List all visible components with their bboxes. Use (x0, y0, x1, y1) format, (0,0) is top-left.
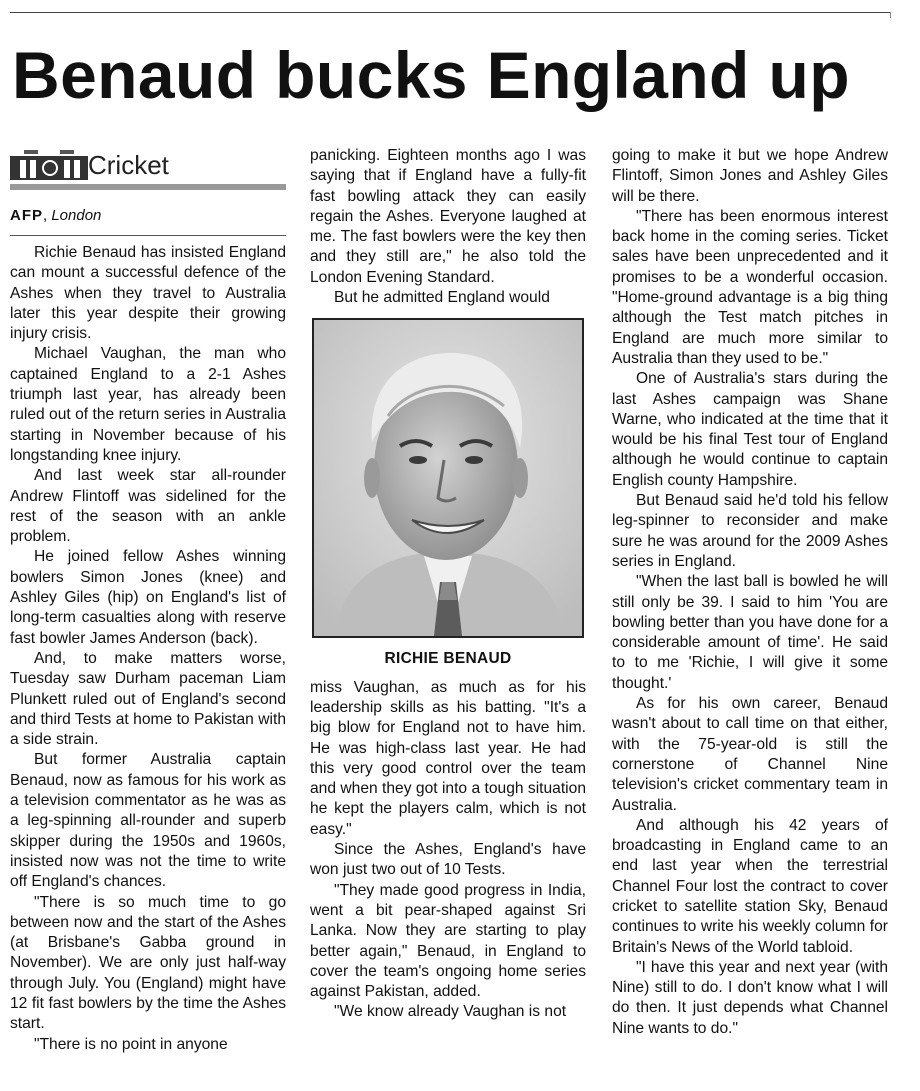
byline-agency: AFP (10, 207, 43, 224)
paragraph: Michael Vaughan, the man who captained England to a 2-1 Ashes triumph last year, has already been ruled out of the return series in Australia starting in November because of his longstanding knee injury. (10, 345, 286, 464)
section-header (10, 146, 286, 190)
paragraph: As for his own career, Benaud wasn't about to call time on that either, with the 75-year-old is still the cornerstone of Channel Nine television's cricket commentary team in Australia. (612, 695, 888, 814)
byline-place: London (51, 207, 102, 224)
portrait-photo (312, 318, 584, 638)
photo-block (310, 318, 586, 669)
paragraph: going to make it but we hope Andrew Flintoff, Simon Jones and Ashley Giles will be there. (612, 147, 888, 205)
paragraph: But former Australia captain Benaud, now as famous for his work as a television commentator as he was as a leg-spinning all-rounder and superb skipper during the 1950s and 1960s, insisted now was not the time to write off England's chances. (10, 751, 286, 891)
paragraph: But he admitted England would (334, 289, 550, 307)
paragraph: "We know already Vaughan is not (334, 1003, 567, 1021)
paragraph: But Benaud said he'd told his fellow leg-spinner to reconsider and make sure he was around for the 2009 Ashes series in England. (612, 492, 888, 570)
paragraph: "There is no point in anyone (34, 1035, 228, 1053)
photo-caption: RICHIE BENAUD (384, 650, 512, 668)
top-rule-tick (890, 12, 891, 18)
paragraph: "There has been enormous interest back home in the coming series. Ticket sales have been unprecedented and it promises to be a wonderful occasion. "Home-ground advantage is a big thing although the Test match pitches in England are much more similar to Australia than they used to be." (612, 207, 888, 367)
article-column-1 (10, 146, 286, 1055)
headline: Benaud bucks England up (12, 38, 850, 112)
paragraph: "They made good progress in India, went a bit pear-shaped against Sri Lanka. Now they are starting to play better again," Benaud, in England to cover the team's ongoing home series against Pakistan, added. (310, 881, 586, 1001)
paragraph: "When the last ball is bowled he will still only be 39. I said to him 'You are bowling better than you have done for a considerable amount of time'. He said to to me 'Richie, I will give it some thought.' (612, 573, 888, 692)
paragraph: And, to make matters worse, Tuesday saw Durham paceman Liam Plunkett ruled out of England's second and third Tests at home to Pakistan with a side strain. (10, 649, 286, 749)
byline: AFP, London (10, 206, 286, 236)
paragraph: Since the Ashes, England's have won just two out of 10 Tests. (310, 841, 586, 879)
paragraph: And last week star all-rounder Andrew Flintoff was sidelined for the rest of the season with an ankle problem. (10, 467, 286, 546)
paragraph: "There is so much time to go between now and the start of the Ashes (at Brisbane's Gabba ground in November). We are only just half-way through July. You (England) might have 12 fit fast bowlers by the time the Ashes start. (10, 893, 286, 1033)
paragraph: "I have this year and next year (with Nine) still to do. I don't know what I will do then. It just depends what Channel Nine wants to do." (612, 958, 888, 1037)
top-rule (10, 12, 890, 13)
paragraph: One of Australia's stars during the last Ashes campaign was Shane Warne, who indicated at the time that it would be his final Test tour of England although he would continue to captain English county Hampshire. (612, 370, 888, 489)
cricket-stumps-icon (10, 148, 90, 180)
paragraph: miss Vaughan, as much as for his leadership skills as his batting. "It's a big blow for England not to have him. He was high-class last year. He had this very good control over the team and when they got into a tough situation he kept the players calm, which is not easy." (310, 678, 586, 838)
section-label: Cricket (88, 150, 169, 180)
paragraph: panicking. Eighteen months ago I was saying that if England have a fully-fit fast bowling attack they can easily regain the Ashes. Everyone laughed at me. The fast bowlers were the key then and they still are," he also told the London Evening Standard. (310, 147, 586, 286)
paragraph: He joined fellow Ashes winning bowlers Simon Jones (knee) and Ashley Giles (hip) on England's list of long-term casualties along with reserve fast bowler James Anderson (back). (10, 548, 286, 647)
article-column-2 (310, 146, 586, 1023)
paragraph: And although his 42 years of broadcasting in England came to an end last year when the terrestrial Channel Four lost the contract to cover cricket to satellite station Sky, Benaud continues to write his weekly column for Britain's News of the World tabloid. (612, 816, 888, 956)
article-column-3 (612, 146, 888, 1039)
paragraph: Richie Benaud has insisted England can mount a successful defence of the Ashes when they travel to Australia later this year despite their growing injury crisis. (10, 244, 286, 343)
